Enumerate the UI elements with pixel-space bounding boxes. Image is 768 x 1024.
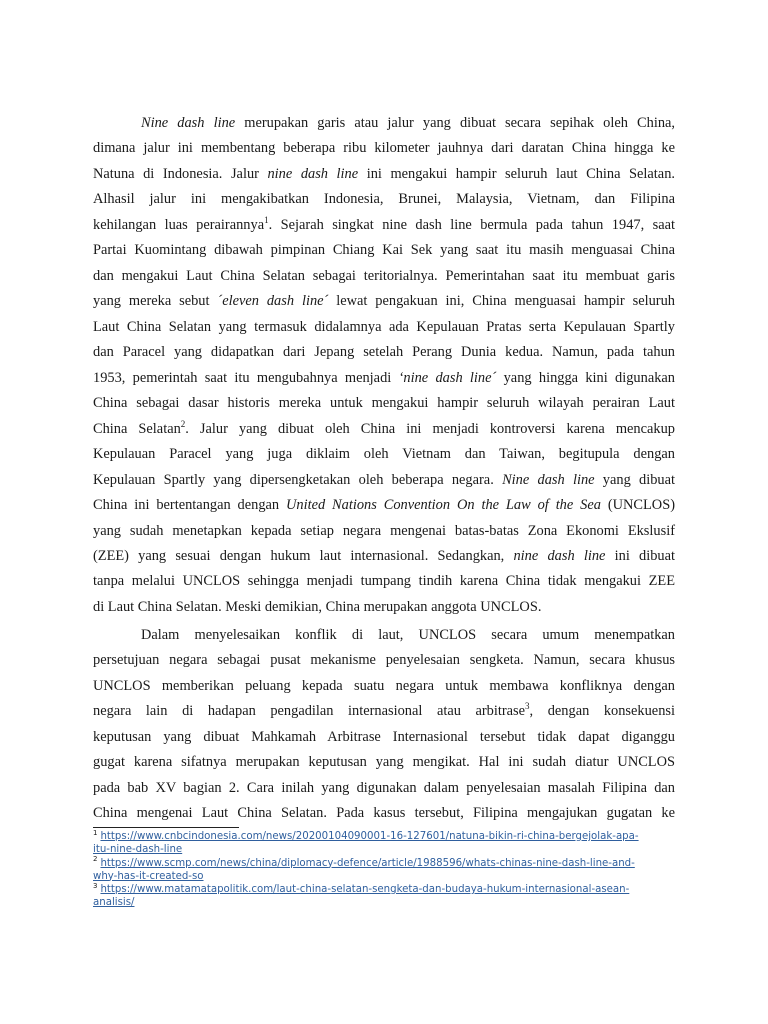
italic-term: Nine dash line	[141, 115, 236, 131]
text-line	[93, 623, 675, 648]
text-run: Laut China Selatan yang termasuk didalamnya ada Kepulauan Pratas serta Kepulauan Spartly	[93, 318, 675, 335]
footnote-separator	[93, 827, 239, 828]
text-run: China mengenai Laut China Selatan. Pada kasus tersebut, Filipina mengajukan gugatan ke	[93, 805, 675, 822]
text-line	[93, 648, 675, 673]
text-line	[93, 264, 675, 289]
text-run: kehilangan luas perairannya	[93, 216, 265, 233]
text-run: (UNCLOS)	[600, 497, 675, 514]
text-run: yang sudah menetapkan kepada setiap negara mengenai batas-batas Zona Ekonomi Ekslusif	[93, 522, 675, 539]
text-run: negara lain di hadapan pengadilan internasional atau arbitrase	[93, 703, 526, 720]
text-run: China Selatan	[93, 420, 181, 437]
text-line	[93, 340, 675, 365]
text-line	[93, 725, 675, 750]
footnote	[93, 857, 683, 883]
footnote-number: 3	[93, 881, 98, 890]
text-run: ini dibuat	[605, 547, 675, 564]
footnote-link[interactable]: https://www.scmp.com/news/china/diplomacy-defence/article/1988596/whats-chinas-nine-dash-line-and-	[100, 857, 635, 869]
text-run: dan mengakui Laut China Selatan sebagai teritorialnya. Pemerintahan saat itu membuat garis	[93, 267, 675, 284]
text-line	[93, 674, 675, 699]
text-run: 1953, pemerintah saat itu mengubahnya menjadi	[93, 369, 399, 386]
text-line	[93, 493, 675, 518]
text-run: di Laut China Selatan. Meski demikian, China merupakan anggota UNCLOS.	[93, 598, 542, 615]
text-line	[93, 289, 675, 314]
text-run: lewat pengakuan ini, China menguasai hampir seluruh	[328, 293, 675, 310]
footnote-link[interactable]: https://www.cnbcindonesia.com/news/20200104090001-16-127601/natuna-bikin-ri-china-bergejolak-apa-	[100, 831, 639, 842]
italic-term: ´eleven dash line´	[217, 293, 329, 310]
text-run: yang hingga kini digunakan	[496, 369, 675, 386]
text-line	[93, 750, 675, 775]
text-line	[93, 595, 675, 620]
body-paragraph-1	[93, 111, 675, 620]
italic-term: nine dash line	[513, 547, 606, 564]
text-line	[93, 366, 675, 391]
text-run: dimana jalur ini membentang beberapa ribu kilometer jauhnya dari daratan China hingga ke	[93, 140, 675, 157]
text-line	[93, 442, 675, 467]
footnote-number: 1	[93, 828, 98, 837]
footnote-link[interactable]: why-has-it-created-so	[93, 870, 204, 882]
footnote-reference: 1	[264, 215, 269, 226]
text-line	[93, 238, 675, 263]
text-run: China ini bertentangan dengan	[93, 497, 286, 514]
text-line	[93, 315, 675, 340]
text-line	[93, 801, 675, 826]
text-run: tanpa melalui UNCLOS sehingga menjadi tumpang tindih karena China tidak mengakui ZEE	[93, 573, 675, 590]
footnote-link[interactable]: itu-nine-dash-line	[93, 844, 183, 855]
italic-term: Nine dash line	[502, 471, 595, 488]
text-run: yang dibuat	[594, 471, 676, 488]
text-run: (ZEE) yang sesuai dengan hukum laut internasional. Sedangkan,	[93, 547, 514, 564]
text-line	[93, 391, 675, 416]
italic-term: United Nations Convention On the Law of the Sea	[286, 497, 601, 514]
text-line	[93, 136, 675, 161]
text-line	[93, 162, 675, 187]
text-line	[93, 569, 675, 594]
footnote-link[interactable]: https://www.matamatapolitik.com/laut-china-selatan-sengketa-dan-budaya-hukum-internasional-asean-	[100, 884, 630, 895]
text-run: ini mengakui hampir seluruh laut China Selatan.	[358, 165, 675, 182]
text-run: pada bab XV bagian 2. Cara inilah yang digunakan dalam penyelesaian masalah Filipina dan	[93, 779, 675, 796]
text-run: Kepulauan Paracel yang juga diklaim oleh Vietnam dan Taiwan, begitupula dengan	[93, 446, 675, 463]
text-run: keputusan yang dibuat Mahkamah Arbitrase Internasional tersebut tidak dapat diganggu	[93, 728, 675, 745]
text-run: UNCLOS memberikan peluang kepada suatu negara untuk membawa konfliknya dengan	[93, 677, 675, 694]
text-run: gugat karena sifatnya merupakan keputusan yang mengikat. Hal ini sudah diatur UNCLOS	[93, 754, 675, 771]
text-run: Alhasil jalur ini mengakibatkan Indonesia, Brunei, Malaysia, Vietnam, dan Filipina	[93, 191, 675, 208]
text-line	[93, 111, 675, 136]
text-run: merupakan garis atau jalur yang dibuat secara sepihak oleh China,	[235, 115, 676, 131]
text-line	[93, 417, 675, 442]
text-run: China sebagai dasar historis mereka untuk mengakui hampir seluruh wilayah perairan Laut	[93, 395, 675, 412]
text-run: . Sejarah singkat nine dash line bermula pada tahun 1947, saat	[268, 216, 675, 233]
text-run: , dengan konsekuensi	[529, 703, 675, 720]
footnotes	[93, 830, 683, 910]
text-line	[93, 519, 675, 544]
text-run: Partai Kuomintang dibawah pimpinan Chiang Kai Sek yang saat itu masih menguasai China	[93, 242, 675, 259]
italic-term: nine dash line	[267, 165, 359, 182]
footnote-reference: 3	[525, 701, 530, 712]
text-line	[93, 468, 675, 493]
text-run: Kepulauan Spartly yang dipersengketakan oleh beberapa negara.	[93, 471, 503, 488]
text-run: Natuna di Indonesia. Jalur	[93, 165, 268, 182]
footnote	[93, 883, 683, 909]
footnote	[93, 830, 683, 856]
text-line	[93, 544, 675, 569]
text-run: persetujuan negara sebagai pusat mekanisme penyelesaian sengketa. Namun, secara khusus	[93, 652, 675, 669]
text-line	[93, 213, 675, 238]
footnote-reference: 2	[180, 418, 186, 429]
text-run: yang mereka sebut	[93, 293, 218, 310]
italic-term: ‘nine dash line´	[398, 369, 497, 386]
text-run: Dalam menyelesaikan konflik di laut, UNCLOS secara umum menempatkan	[141, 627, 675, 643]
text-run: . Jalur yang dibuat oleh China ini menjadi kontroversi karena mencakup	[185, 420, 675, 437]
footnote-number: 2	[93, 855, 98, 864]
text-line	[93, 699, 675, 724]
body-paragraph-2	[93, 623, 675, 827]
footnote-link[interactable]: analisis/	[93, 897, 135, 908]
text-line	[93, 187, 675, 212]
text-run: dan Paracel yang didapatkan dari Jepang setelah Perang Dunia kedua. Namun, pada tahun	[93, 344, 675, 361]
text-line	[93, 776, 675, 801]
